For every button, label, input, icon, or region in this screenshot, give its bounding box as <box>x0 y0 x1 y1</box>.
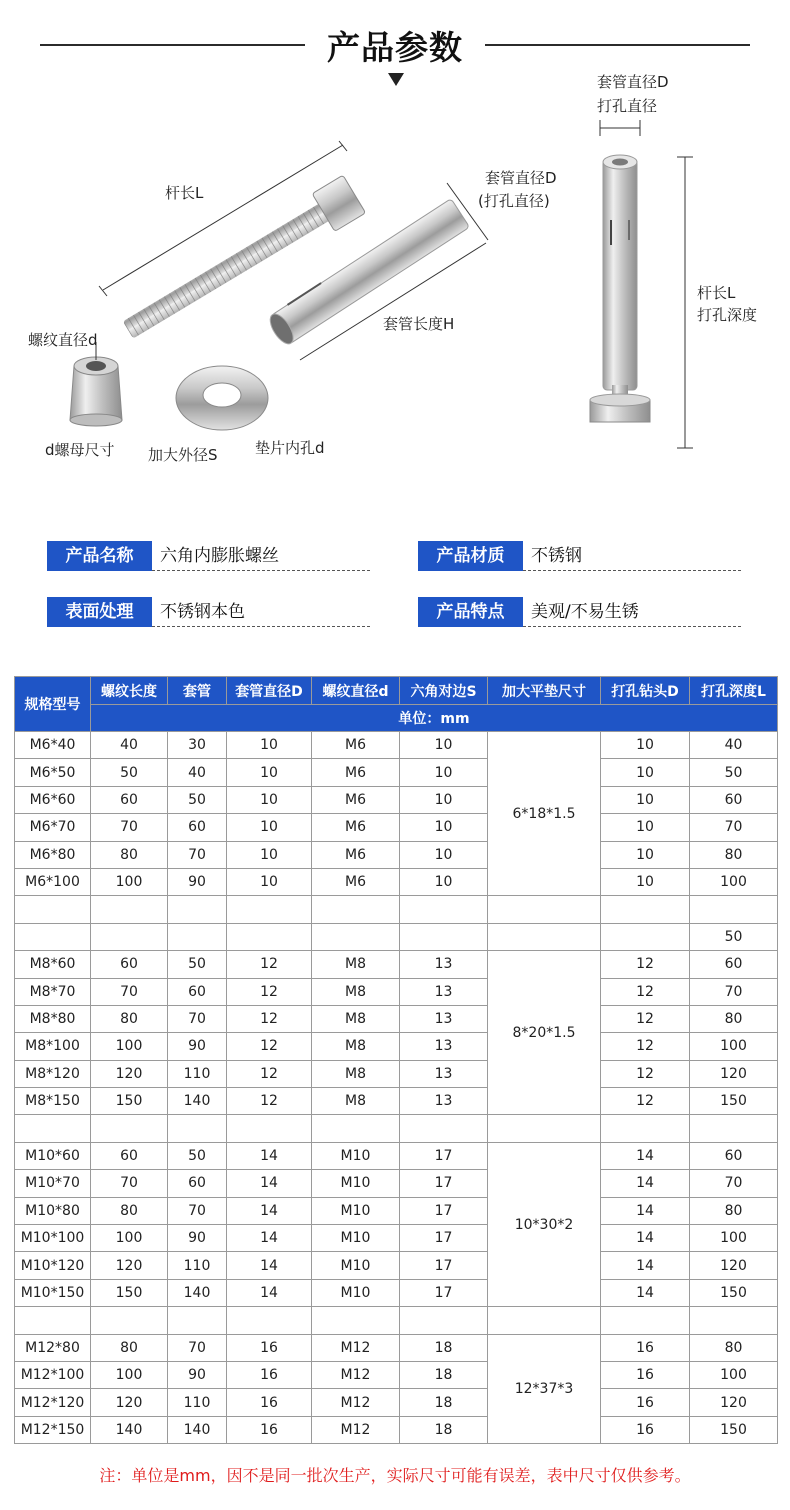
table-cell <box>15 1115 91 1142</box>
table-cell-model: M8*100 <box>15 1033 91 1060</box>
table-cell <box>601 923 690 950</box>
table-cell: 10 <box>400 868 488 895</box>
table-cell: 10 <box>601 732 690 759</box>
table-cell: 140 <box>168 1416 227 1443</box>
table-cell: M10 <box>312 1142 400 1169</box>
table-cell: 10 <box>227 786 312 813</box>
table-cell: 50 <box>690 923 778 950</box>
table-cell <box>227 923 312 950</box>
table-cell: 10 <box>227 732 312 759</box>
header-drill-depth: 打孔深度L <box>690 677 778 705</box>
label-right-top-1: 套管直径D <box>597 73 669 91</box>
table-cell: 120 <box>91 1060 168 1087</box>
table-cell: 140 <box>168 1279 227 1306</box>
table-cell: 30 <box>168 732 227 759</box>
table-cell: 10 <box>227 759 312 786</box>
table-cell <box>227 896 312 923</box>
table-cell: 17 <box>400 1142 488 1169</box>
table-cell-washer: 12*37*3 <box>488 1334 601 1444</box>
label-nut-size: d螺母尺寸 <box>45 441 115 459</box>
table-cell: 12 <box>601 978 690 1005</box>
table-row <box>15 1060 778 1087</box>
table-cell: M10 <box>312 1279 400 1306</box>
table-cell: 18 <box>400 1389 488 1416</box>
table-cell-model: M8*60 <box>15 951 91 978</box>
table-cell: 110 <box>168 1252 227 1279</box>
table-cell-model: M12*100 <box>15 1361 91 1388</box>
table-cell: 70 <box>168 1197 227 1224</box>
table-row <box>15 1170 778 1197</box>
table-cell: 16 <box>601 1416 690 1443</box>
table-cell-model: M10*60 <box>15 1142 91 1169</box>
table-cell <box>601 1307 690 1334</box>
info-value-material: 不锈钢 <box>523 541 741 571</box>
table-cell: 120 <box>690 1389 778 1416</box>
table-row <box>15 1033 778 1060</box>
table-cell: M8 <box>312 1060 400 1087</box>
table-cell: 10 <box>400 841 488 868</box>
table-cell: 120 <box>91 1252 168 1279</box>
table-cell: 60 <box>690 1142 778 1169</box>
table-cell: 110 <box>168 1060 227 1087</box>
table-cell: 150 <box>690 1088 778 1115</box>
header-drill-bit: 打孔钻头D <box>601 677 690 705</box>
table-cell: 150 <box>91 1279 168 1306</box>
table-row <box>15 841 778 868</box>
table-cell: 110 <box>168 1389 227 1416</box>
table-cell: M6 <box>312 786 400 813</box>
table-cell: 14 <box>601 1225 690 1252</box>
table-cell: 10 <box>227 814 312 841</box>
table-row <box>15 1005 778 1032</box>
table-cell: 150 <box>690 1279 778 1306</box>
table-cell <box>690 896 778 923</box>
table-cell: 18 <box>400 1416 488 1443</box>
table-cell: 150 <box>690 1416 778 1443</box>
table-row <box>15 814 778 841</box>
info-key-surface: 表面处理 <box>47 597 152 627</box>
table-cell: 70 <box>91 814 168 841</box>
info-value-feature: 美观/不易生锈 <box>523 597 741 627</box>
table-cell: 100 <box>91 868 168 895</box>
table-row <box>15 1334 778 1361</box>
table-cell: 14 <box>601 1142 690 1169</box>
spec-table <box>14 676 778 1444</box>
table-cell <box>601 896 690 923</box>
table-cell: 70 <box>91 978 168 1005</box>
table-cell: 120 <box>91 1389 168 1416</box>
table-cell: 10 <box>227 841 312 868</box>
table-cell: 100 <box>91 1225 168 1252</box>
table-cell: 70 <box>168 1005 227 1032</box>
table-cell: 100 <box>690 868 778 895</box>
table-cell: 12 <box>227 1088 312 1115</box>
table-cell: 80 <box>91 1005 168 1032</box>
table-cell: 70 <box>690 1170 778 1197</box>
table-cell-model: M6*80 <box>15 841 91 868</box>
table-cell: 50 <box>91 759 168 786</box>
table-spacer-row <box>15 923 778 950</box>
table-row <box>15 1197 778 1224</box>
table-cell: 140 <box>168 1088 227 1115</box>
table-row <box>15 732 778 759</box>
table-cell: 80 <box>91 1197 168 1224</box>
table-cell: 12 <box>227 978 312 1005</box>
table-cell: 60 <box>168 1170 227 1197</box>
table-spacer-row <box>15 1307 778 1334</box>
table-cell-model: M6*60 <box>15 786 91 813</box>
table-cell: 70 <box>91 1170 168 1197</box>
table-cell: 16 <box>227 1389 312 1416</box>
table-cell: 100 <box>690 1361 778 1388</box>
table-cell: 10 <box>601 786 690 813</box>
label-right-top-2: 打孔直径 <box>597 97 658 115</box>
page-title: 产品参数 <box>327 28 463 67</box>
table-cell: 40 <box>690 732 778 759</box>
table-cell: M10 <box>312 1170 400 1197</box>
table-row <box>15 1252 778 1279</box>
table-cell: 12 <box>601 951 690 978</box>
table-cell: 70 <box>690 978 778 1005</box>
table-cell: 16 <box>227 1416 312 1443</box>
table-cell: 14 <box>601 1197 690 1224</box>
table-cell: 12 <box>227 1033 312 1060</box>
table-cell <box>168 1115 227 1142</box>
table-cell: 120 <box>690 1252 778 1279</box>
table-cell: 120 <box>690 1060 778 1087</box>
table-cell <box>400 923 488 950</box>
table-cell: 100 <box>690 1225 778 1252</box>
label-rod-length: 杆长L <box>165 184 204 202</box>
table-cell: 10 <box>227 868 312 895</box>
header-hex-s: 六角对边S <box>400 677 488 705</box>
label-sleeve-length: 套管长度H <box>383 315 455 333</box>
table-cell: 17 <box>400 1170 488 1197</box>
table-cell: 17 <box>400 1252 488 1279</box>
table-row <box>15 1389 778 1416</box>
anchor-image <box>590 155 650 422</box>
header-washer-size: 加大平垫尺寸 <box>488 677 601 705</box>
table-cell-model: M12*80 <box>15 1334 91 1361</box>
table-cell <box>168 896 227 923</box>
table-cell: 10 <box>400 786 488 813</box>
info-key-name: 产品名称 <box>47 541 152 571</box>
table-cell: 14 <box>227 1142 312 1169</box>
table-cell: 90 <box>168 868 227 895</box>
table-cell-model: M8*150 <box>15 1088 91 1115</box>
table-cell: 50 <box>168 1142 227 1169</box>
table-cell: M6 <box>312 732 400 759</box>
table-cell <box>227 1307 312 1334</box>
table-cell: 10 <box>400 732 488 759</box>
table-cell: M12 <box>312 1389 400 1416</box>
table-cell: 60 <box>168 814 227 841</box>
table-cell: 16 <box>601 1334 690 1361</box>
table-cell: M8 <box>312 1005 400 1032</box>
table-cell: 12 <box>601 1033 690 1060</box>
table-cell <box>91 896 168 923</box>
table-cell: 17 <box>400 1225 488 1252</box>
label-right-side-2: 打孔深度 <box>697 306 758 324</box>
table-cell: 60 <box>91 786 168 813</box>
table-cell <box>91 1115 168 1142</box>
label-right-side-1: 杆长L <box>697 284 736 302</box>
info-value-name: 六角内膨胀螺丝 <box>152 541 370 571</box>
table-cell: 10 <box>601 759 690 786</box>
table-cell: 18 <box>400 1361 488 1388</box>
table-cell: M8 <box>312 978 400 1005</box>
header-thread-dia: 螺纹直径d <box>312 677 400 705</box>
table-cell-model: M10*80 <box>15 1197 91 1224</box>
table-cell <box>488 923 601 950</box>
table-cell-model: M6*70 <box>15 814 91 841</box>
table-cell: 12 <box>601 1088 690 1115</box>
info-key-feature: 产品特点 <box>418 597 523 627</box>
spec-table-body <box>15 732 778 1444</box>
table-cell: 14 <box>227 1225 312 1252</box>
table-cell: 60 <box>690 951 778 978</box>
table-cell <box>601 1115 690 1142</box>
table-cell: 100 <box>690 1033 778 1060</box>
table-row <box>15 759 778 786</box>
info-key-material: 产品材质 <box>418 541 523 571</box>
table-cell: 10 <box>601 868 690 895</box>
table-cell <box>15 896 91 923</box>
table-cell <box>91 1307 168 1334</box>
table-cell <box>400 1307 488 1334</box>
table-cell: 13 <box>400 1088 488 1115</box>
table-cell: 18 <box>400 1334 488 1361</box>
label-sleeve-dia-1: 套管直径D <box>485 169 557 187</box>
table-cell: 60 <box>168 978 227 1005</box>
table-cell: M6 <box>312 868 400 895</box>
table-cell-model: M10*150 <box>15 1279 91 1306</box>
label-washer-inner: 垫片内孔d <box>255 439 325 457</box>
label-thread-dia: 螺纹直径d <box>28 331 98 349</box>
table-cell <box>312 923 400 950</box>
table-cell: 13 <box>400 1005 488 1032</box>
table-cell: 16 <box>227 1361 312 1388</box>
table-cell: M12 <box>312 1361 400 1388</box>
table-cell-model: M10*70 <box>15 1170 91 1197</box>
table-spacer-row <box>15 896 778 923</box>
bolt-image <box>117 175 366 349</box>
table-cell: 40 <box>91 732 168 759</box>
table-cell: 70 <box>690 814 778 841</box>
table-cell: M8 <box>312 1088 400 1115</box>
table-cell-washer: 8*20*1.5 <box>488 951 601 1115</box>
table-cell: 12 <box>601 1060 690 1087</box>
table-cell: M12 <box>312 1334 400 1361</box>
washer-image <box>176 366 268 430</box>
table-cell: 14 <box>601 1170 690 1197</box>
table-row <box>15 1225 778 1252</box>
header-sleeve: 套管 <box>168 677 227 705</box>
table-cell: M6 <box>312 841 400 868</box>
table-cell <box>15 1307 91 1334</box>
table-cell: 16 <box>601 1389 690 1416</box>
table-cell-model: M10*100 <box>15 1225 91 1252</box>
table-cell: 12 <box>601 1005 690 1032</box>
table-cell: 100 <box>91 1033 168 1060</box>
table-cell-model: M6*100 <box>15 868 91 895</box>
table-cell: M10 <box>312 1197 400 1224</box>
table-cell: 50 <box>690 759 778 786</box>
table-cell: 16 <box>601 1361 690 1388</box>
table-row <box>15 1416 778 1443</box>
table-cell: M6 <box>312 814 400 841</box>
table-cell: 16 <box>227 1334 312 1361</box>
table-cell <box>690 1115 778 1142</box>
table-cell: 13 <box>400 951 488 978</box>
table-cell: 80 <box>91 841 168 868</box>
table-cell <box>312 1307 400 1334</box>
table-cell-model: M8*70 <box>15 978 91 1005</box>
table-cell-model: M8*120 <box>15 1060 91 1087</box>
table-row <box>15 1279 778 1306</box>
table-cell: 80 <box>690 1005 778 1032</box>
table-cell <box>168 1307 227 1334</box>
table-cell: 12 <box>227 951 312 978</box>
table-cell: 90 <box>168 1225 227 1252</box>
header-sleeve-dia: 套管直径D <box>227 677 312 705</box>
table-row <box>15 1088 778 1115</box>
table-cell: 80 <box>690 1334 778 1361</box>
table-row <box>15 951 778 978</box>
table-cell-model: M12*150 <box>15 1416 91 1443</box>
table-cell: M10 <box>312 1225 400 1252</box>
table-cell-washer: 10*30*2 <box>488 1142 601 1306</box>
table-cell-model: M10*120 <box>15 1252 91 1279</box>
table-cell: 12 <box>227 1060 312 1087</box>
table-cell: 80 <box>91 1334 168 1361</box>
table-cell: 17 <box>400 1197 488 1224</box>
table-cell <box>168 923 227 950</box>
table-cell: 100 <box>91 1361 168 1388</box>
table-cell: 50 <box>168 951 227 978</box>
table-cell: 13 <box>400 1060 488 1087</box>
table-cell <box>400 1115 488 1142</box>
table-cell: 80 <box>690 841 778 868</box>
info-value-surface: 不锈钢本色 <box>152 597 370 627</box>
table-cell: 60 <box>91 951 168 978</box>
unit-row: 单位：mm <box>91 705 778 732</box>
table-cell <box>227 1115 312 1142</box>
table-cell: 60 <box>690 786 778 813</box>
table-cell: 14 <box>227 1279 312 1306</box>
table-cell: M8 <box>312 951 400 978</box>
table-cell: 13 <box>400 978 488 1005</box>
table-cell: 14 <box>601 1279 690 1306</box>
table-row <box>15 786 778 813</box>
table-cell-model: M8*80 <box>15 1005 91 1032</box>
header-model: 规格型号 <box>15 677 91 732</box>
table-cell <box>91 923 168 950</box>
label-sleeve-dia-2: (打孔直径) <box>478 192 550 210</box>
table-cell: M8 <box>312 1033 400 1060</box>
table-cell-model: M12*120 <box>15 1389 91 1416</box>
table-cell: 70 <box>168 841 227 868</box>
table-cell: 140 <box>91 1416 168 1443</box>
nut-image <box>70 357 122 426</box>
table-row <box>15 1142 778 1169</box>
table-cell: 17 <box>400 1279 488 1306</box>
table-row <box>15 1361 778 1388</box>
table-cell-model: M6*50 <box>15 759 91 786</box>
label-washer-outer: 加大外径S <box>148 446 218 464</box>
table-cell: 80 <box>690 1197 778 1224</box>
table-cell: M6 <box>312 759 400 786</box>
table-cell: M10 <box>312 1252 400 1279</box>
table-cell: 14 <box>227 1170 312 1197</box>
table-cell-model: M6*40 <box>15 732 91 759</box>
table-cell: 10 <box>400 759 488 786</box>
table-cell: 90 <box>168 1361 227 1388</box>
table-cell: 14 <box>601 1252 690 1279</box>
table-spacer-row <box>15 1115 778 1142</box>
product-diagram <box>0 0 790 480</box>
table-cell: 150 <box>91 1088 168 1115</box>
table-cell <box>488 1115 601 1142</box>
table-cell: 10 <box>601 814 690 841</box>
table-row <box>15 978 778 1005</box>
table-cell: 70 <box>168 1334 227 1361</box>
table-cell <box>690 1307 778 1334</box>
table-cell <box>15 923 91 950</box>
table-cell: 10 <box>400 814 488 841</box>
table-cell: 50 <box>168 786 227 813</box>
table-cell: 13 <box>400 1033 488 1060</box>
table-cell <box>312 1115 400 1142</box>
table-cell <box>488 1307 601 1334</box>
header-thread-length: 螺纹长度 <box>91 677 168 705</box>
table-cell-washer: 6*18*1.5 <box>488 732 601 896</box>
table-row <box>15 868 778 895</box>
table-cell: 12 <box>227 1005 312 1032</box>
table-cell <box>312 896 400 923</box>
table-cell: 14 <box>227 1197 312 1224</box>
footnote: 注：单位是mm，因不是同一批次生产，实际尺寸可能有误差，表中尺寸仅供参考。 <box>99 1466 691 1485</box>
table-cell <box>400 896 488 923</box>
table-cell <box>488 896 601 923</box>
table-cell: M12 <box>312 1416 400 1443</box>
table-cell: 60 <box>91 1142 168 1169</box>
table-cell: 10 <box>601 841 690 868</box>
table-cell: 14 <box>227 1252 312 1279</box>
table-cell: 90 <box>168 1033 227 1060</box>
table-cell: 40 <box>168 759 227 786</box>
